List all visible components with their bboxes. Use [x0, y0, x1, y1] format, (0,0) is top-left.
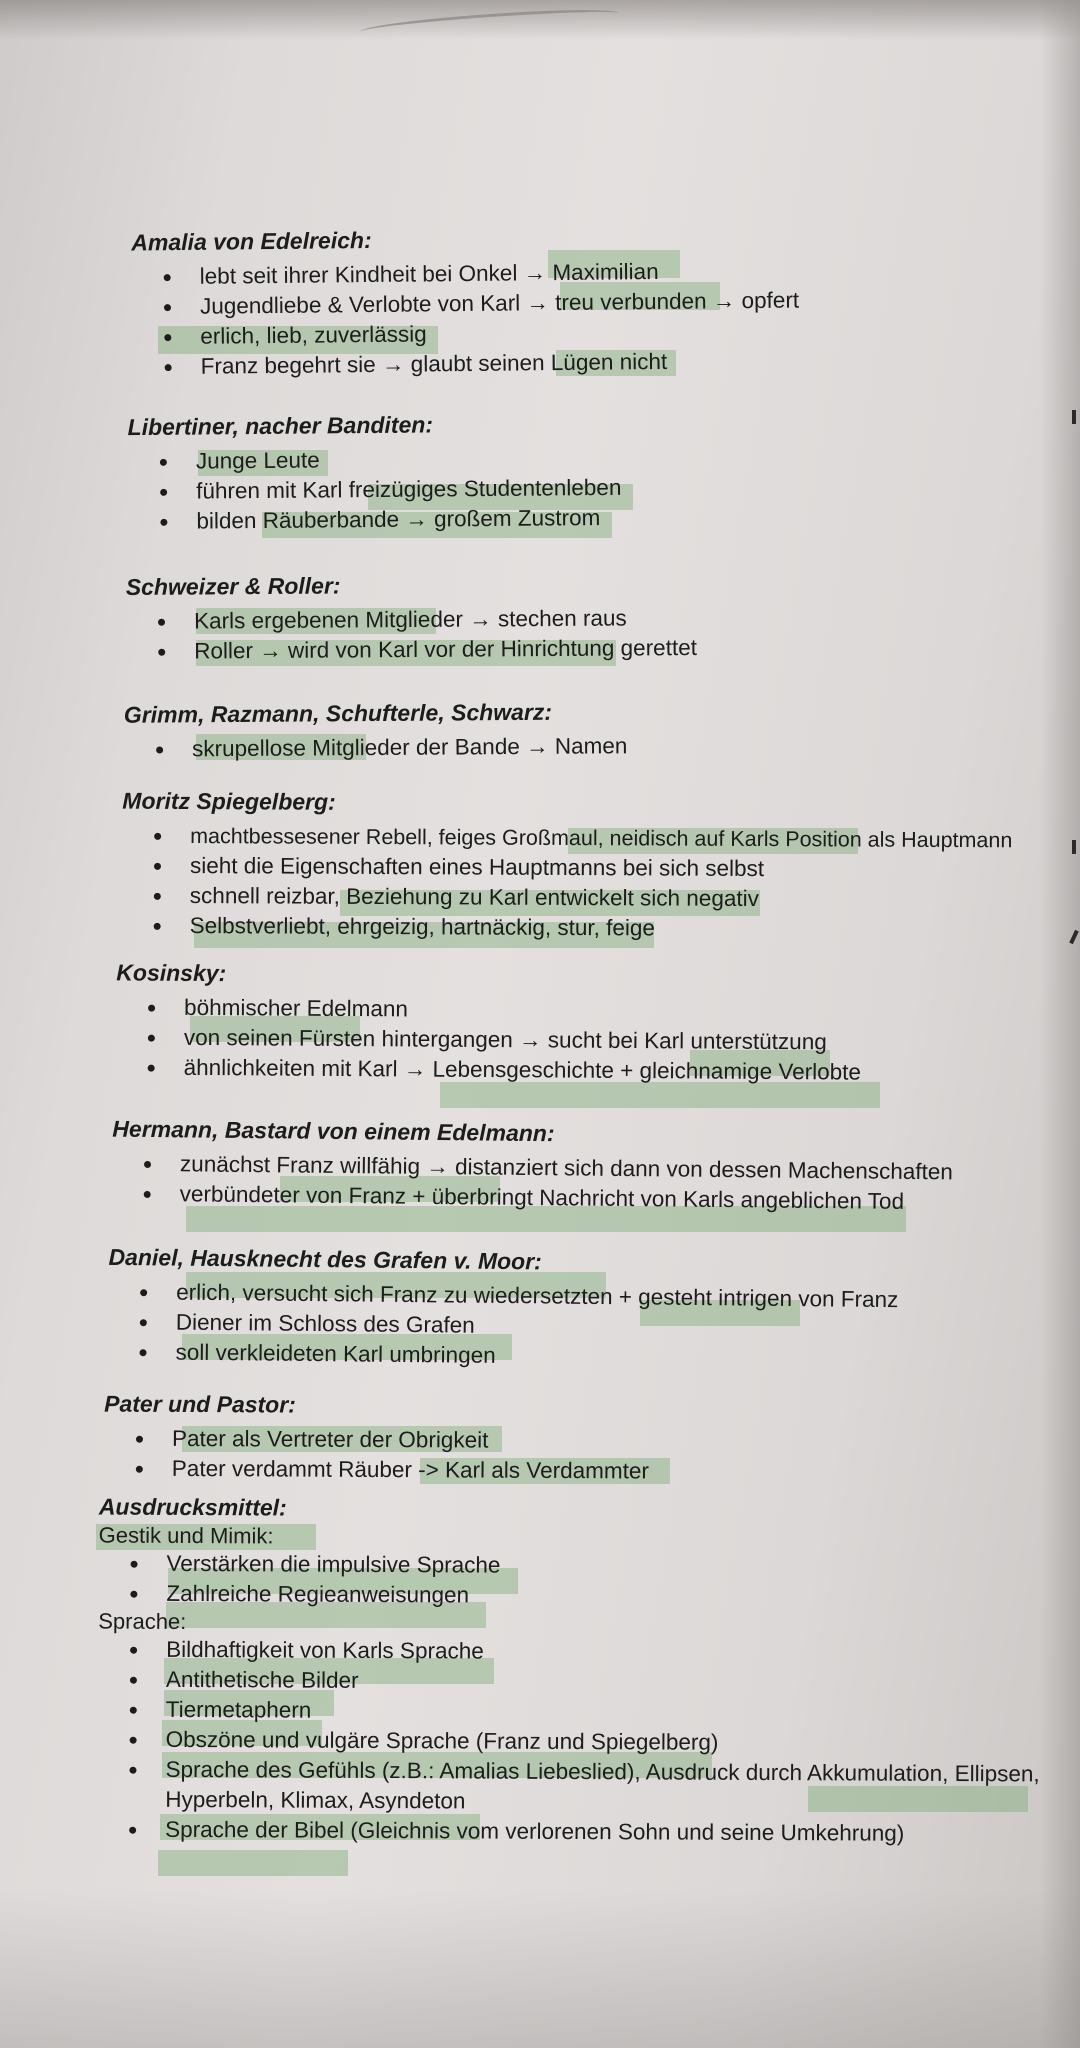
- list-item: lebt seit ihrer Kindheit bei Onkel → Maximilian: [132, 256, 799, 293]
- list-item: sieht die Eigenschaften eines Hauptmanns bei sich selbst: [122, 851, 1012, 886]
- section-spiegelberg: [122, 788, 1013, 946]
- list-item: Zahlreiche Regieanweisungen: [98, 1579, 1046, 1614]
- section-heading: Amalia von Edelreich:: [131, 226, 372, 256]
- section-pater: [104, 1391, 650, 1487]
- list-item: Selbstverliebt, ehrgeizig, hartnäckig, stur, feige: [122, 911, 1012, 946]
- section-heading: Moritz Spiegelberg:: [122, 787, 336, 815]
- bullet-list: [116, 992, 862, 1087]
- list-item: skrupellose Mitglieder der Bande → Namen: [124, 731, 627, 765]
- section-heading: Daniel, Hausknecht des Grafen v. Moor:: [108, 1243, 542, 1275]
- section-heading: Ausdrucksmittel:: [98, 1493, 287, 1521]
- list-item: Antithetische Bilder: [98, 1665, 1046, 1700]
- list-item: machtbessesener Rebell, feiges Großmaul, neidisch auf Karls Position als Hauptmann: [122, 821, 1012, 856]
- list-item: Diener im Schloss des Grafen: [108, 1307, 898, 1345]
- list-item: führen mit Karl freizügiges Studentenleben: [128, 473, 622, 507]
- list-item: Bildhaftigkeit von Karls Sprache: [98, 1635, 1046, 1670]
- bullet-list: [104, 1424, 649, 1487]
- list-item: schnell reizbar, Beziehung zu Karl entwickelt sich negativ: [122, 881, 1012, 916]
- list-item: bilden Räuberbande → großem Zustrom: [128, 503, 622, 537]
- bullet-list: [107, 1277, 898, 1375]
- list-item: Jugendliebe & Verlobte von Karl → treu verbunden → opfert: [132, 286, 799, 323]
- section-kosinsky: [116, 959, 862, 1087]
- list-item: Franz begehrt sie → glaubt seinen Lügen nicht: [133, 346, 800, 383]
- gestik-label: Gestik und Mimik:: [98, 1522, 274, 1549]
- list-item: ähnlichkeiten mit Karl → Lebensgeschichte + gleichnamige Verlobte: [116, 1052, 861, 1087]
- bullet-list: [124, 731, 627, 765]
- sprache-label: Sprache:: [98, 1608, 187, 1634]
- list-item: Sprache der Bibel (Gleichnis vom verlorenen Sohn und seine Umkehrung): [97, 1815, 1045, 1850]
- section-ausdrucksmittel: [97, 1494, 1047, 1850]
- list-item: böhmischer Edelmann: [116, 992, 861, 1027]
- list-item: erlich, lieb, zuverlässig: [132, 316, 799, 353]
- section-daniel: [107, 1244, 898, 1375]
- list-item: verbündeter von Franz + überbringt Nachricht von Karls angeblichen Tod: [112, 1179, 953, 1218]
- list-item: Verstärken die impulsive Sprache: [98, 1549, 1046, 1584]
- section-amalia: [131, 223, 800, 383]
- list-item: Junge Leute: [128, 443, 622, 477]
- bullet-list: [112, 1149, 954, 1218]
- bullet-list: [126, 603, 697, 667]
- list-item: von seinen Fürsten hintergangen → sucht bei Karl unterstützung: [116, 1022, 861, 1057]
- list-item: zunächst Franz willfähig → distanziert sich dann von dessen Machenschaften: [112, 1149, 953, 1188]
- section-hermann: [112, 1116, 954, 1218]
- section-grimm: [124, 698, 628, 765]
- list-item: Pater verdammt Räuber -> Karl als Verdammter: [104, 1454, 649, 1487]
- list-item: Tiermetaphern: [98, 1695, 1046, 1730]
- bullet-list: [128, 443, 622, 537]
- list-item: Karls ergebenen Mitglieder → stechen raus: [126, 603, 697, 637]
- list-item: Obszöne und vulgäre Sprache (Franz und Spiegelberg): [98, 1725, 1046, 1760]
- section-heading: Kosinsky:: [116, 959, 227, 987]
- bullet-list: [97, 1635, 1046, 1850]
- section-heading: Hermann, Bastard von einem Edelmann:: [112, 1115, 555, 1147]
- list-item: Pater als Vertreter der Obrigkeit: [104, 1424, 649, 1457]
- list-item: Roller → wird von Karl vor der Hinrichtung gerettet: [126, 633, 697, 667]
- bullet-list: [122, 821, 1013, 946]
- list-item: erlich, versucht sich Franz zu wiedersetzten + gesteht intrigen von Franz: [108, 1277, 898, 1315]
- list-item: soll verkleideten Karl umbringen: [107, 1337, 897, 1375]
- section-heading: Schweizer & Roller:: [125, 572, 341, 600]
- section-heading: Libertiner, nacher Banditen:: [127, 411, 434, 441]
- list-item: Sprache des Gefühls (z.B.: Amalias Liebeslied), Ausdruck durch Akkumulation, Ellipsen, Hyperbeln, Klimax, Asyndeton: [97, 1755, 1045, 1820]
- section-libertiner: [127, 410, 621, 537]
- section-heading: Pater und Pastor:: [104, 1390, 296, 1418]
- bullet-list: [98, 1549, 1046, 1614]
- section-heading: Grimm, Razmann, Schufterle, Schwarz:: [123, 698, 553, 728]
- bullet-list: [132, 256, 800, 383]
- section-schweizer-roller: [126, 570, 697, 667]
